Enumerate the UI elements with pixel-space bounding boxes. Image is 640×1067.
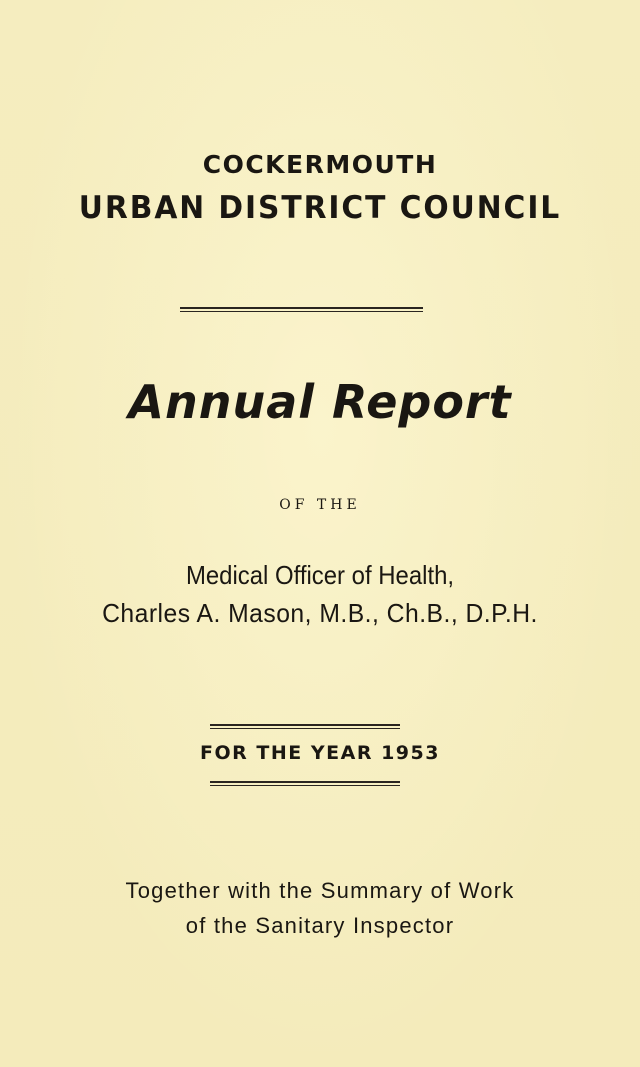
divider-rule (210, 724, 400, 729)
town-name: COCKERMOUTH (202, 150, 438, 179)
divider-rule (210, 781, 400, 786)
divider-rule (180, 307, 423, 312)
council-name: URBAN DISTRICT COUNCIL (78, 190, 562, 226)
summary-line-2: of the Sanitary Inspector (185, 913, 455, 938)
officer-name: Charles A. Mason, M.B., Ch.B., D.P.H. (102, 598, 538, 628)
report-title: Annual Report (128, 375, 512, 429)
of-the-label: OF THE (279, 497, 361, 513)
summary-line-1: Together with the Summary of Work (125, 878, 515, 903)
report-year: FOR THE YEAR 1953 (200, 742, 440, 764)
officer-title: Medical Officer of Health, (185, 560, 455, 590)
